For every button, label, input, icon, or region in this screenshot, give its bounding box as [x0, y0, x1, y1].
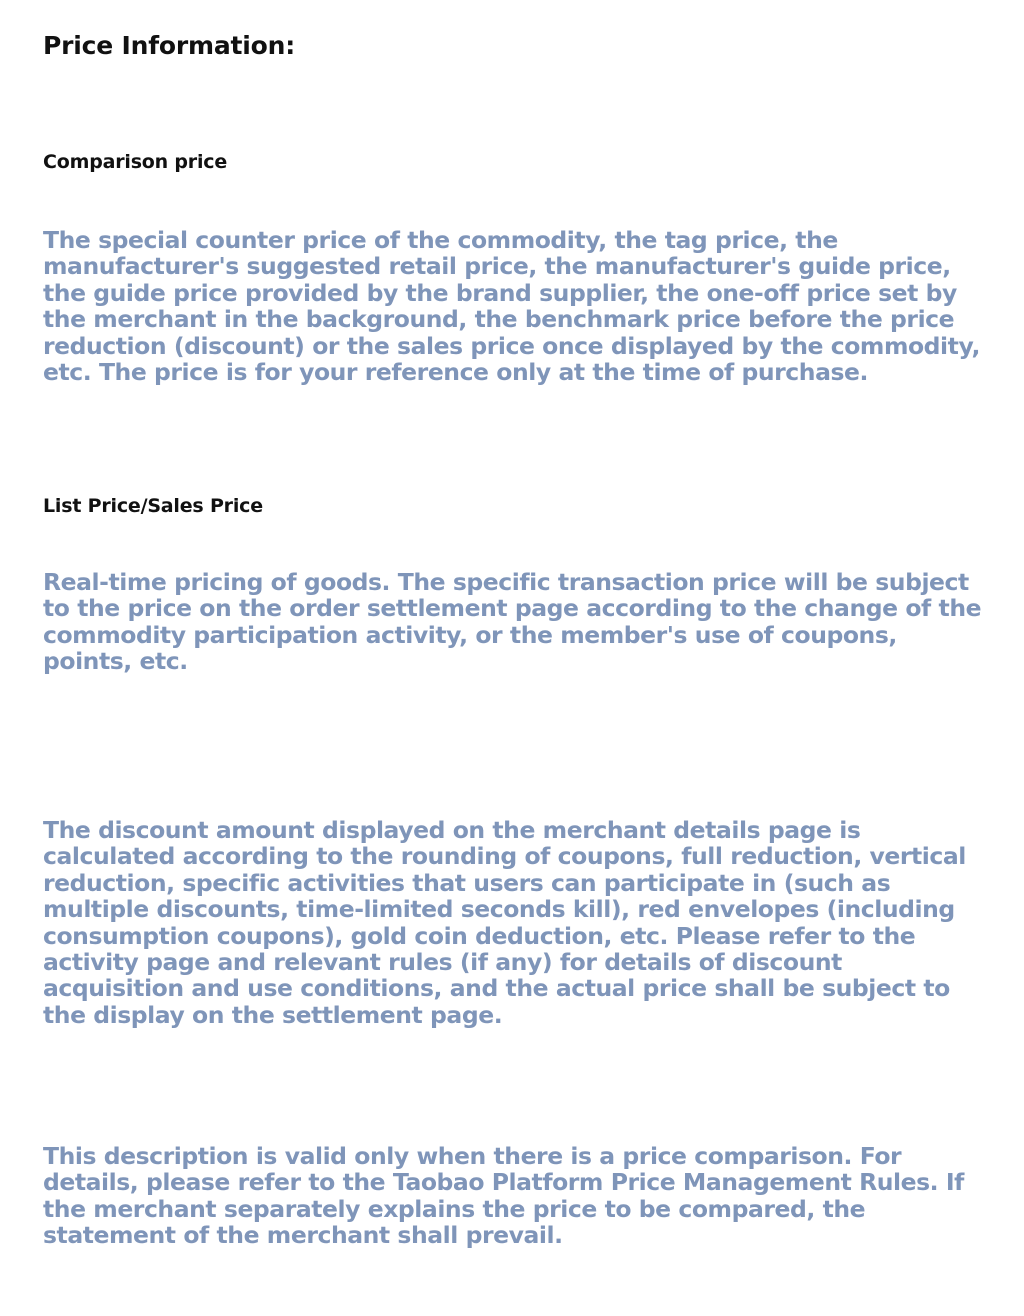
comparison-price-text: The special counter price of the commodity, the tag price, the manufacturer's suggested retail price, the manufacturer's guide price, the guide price provided by the brand supplier, the one-off price set by the merchant in the background, the benchmark price before the price reduction (discount) or the sales price once displayed by the commodity, etc. The price is for your reference only at the time of purchase. [43, 226, 980, 387]
validity-note-text: This description is valid only when there is a price comparison. For details, please refer to the Taobao Platform Price Management Rules. If the merchant separately explains the price to be compared, the statement of the merchant shall prevail. [43, 1142, 964, 1250]
comparison-price-heading: Comparison price [43, 151, 228, 173]
list-price-text: Real-time pricing of goods. The specific transaction price will be subject to the price on the order settlement page according to the change of the commodity participation activity, or the member's use of coupons, points, etc. [43, 568, 982, 676]
discount-note-text: The discount amount displayed on the merchant details page is calculated according to the rounding of coupons, full reduction, vertical reduction, specific activities that users can participate in (such as multiple discounts, time-limited seconds kill), red envelopes (including consumption coupons), gold coin deduction, etc. Please refer to the activity page and relevant rules (if any) for details of discount acquisition and use conditions, and the actual price shall be subject to the display on the settlement page. [43, 816, 966, 1029]
list-price-heading: List Price/Sales Price [43, 495, 263, 517]
page-title: Price Information: [43, 31, 295, 60]
